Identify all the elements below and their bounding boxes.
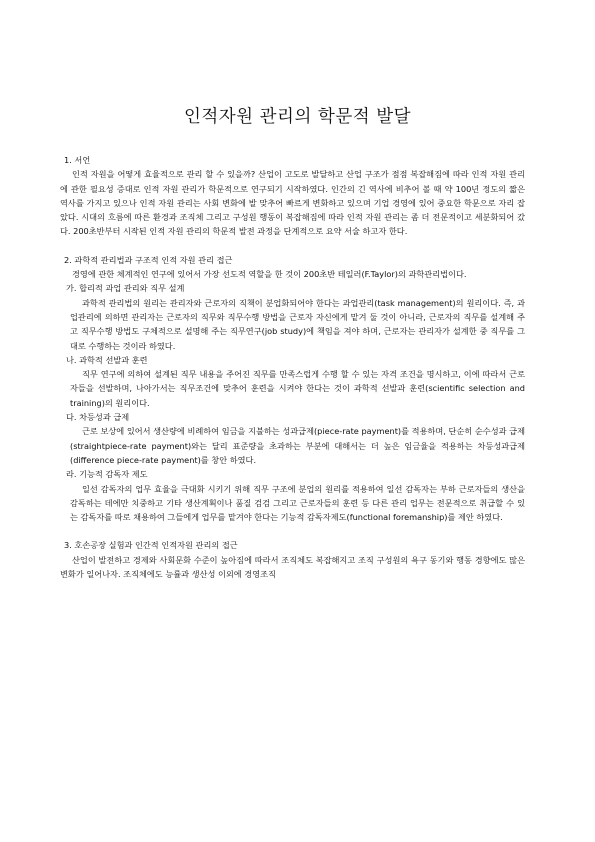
subsection-heading: 다. 차등성과 급제 <box>66 412 130 423</box>
paragraph: 일선 감독자의 업무 효율을 극대화 시키기 위해 직무 구조에 분업의 원리를 적용하여 일선 감독자는 부하 근로자들의 생산을 감독하는 데에만 치중하고 기타 생산계획이나 품질 검검 그리고 근로자들의 훈련 등 다른 관리 업무는 전문적으로 취급할 수 있는 감독자를 따로 채용하여 그들에게 업무를 맡겨야 한다는 기능적 감독자제도(functional foremanship)를 제안 하였다. <box>70 483 525 523</box>
paragraph: 산업이 발전하고 경제와 사회문화 수준이 높아짐에 따라서 조직체도 복잡해지고 조직 구성원의 욕구 동기와 행동 경향에도 많은 변화가 일어나자. 조직체에도 능률과 생산성 이외에 경영조직 <box>60 554 525 580</box>
subsection-heading: 나. 과학적 선발과 훈련 <box>66 354 148 365</box>
paragraph: 과학적 관리법의 원리는 관리자와 근로자의 직책이 분업화되어야 한다는 과업관리(task management)의 원리이다. 즉, 과업관리에 의하면 관리자는 근로자의 직무와 직무수행 방법을 근로자 자신에게 맡겨 둘 것이 아니라, 근로자의 직무를 설계해 주고 직무수행 방법도 구체적으로 설명해 주는 직무연구(job study)에 책임을 져야 하며, 근로자는 관리자가 설계한 중 직무를 그대로 수행하는 것이라 하였다. <box>70 297 525 351</box>
section-heading: 1. 서언 <box>64 155 91 165</box>
paragraph: 경영에 관한 체계적인 연구에 있어서 가장 선도적 역할을 한 것이 200초반 테일러(F.Taylor)의 과학관리법이다. <box>72 269 467 280</box>
paragraph: 직무 연구에 의하여 설계된 직무 내용을 주어진 직무를 만족스럽게 수행 할 수 있는 자격 조건을 명시하고, 이에 따라서 근로자들을 선발하며, 나아가서는 직무조건에 맞추어 훈련을 시켜야 한다는 것이 과학적 선발과 훈련(scientific selection and training)의 원리이다. <box>70 369 525 408</box>
document-body <box>60 153 525 581</box>
paragraph: 인적 자원을 어떻게 효율적으로 관리 할 수 있을까? 산업이 고도로 발달하고 산업 구조가 점점 복잡해짐에 따라 인적 자원 관리에 관한 필요성 증대로 인적 자원 관리가 학문적으로 연구되기 시작하였다. 인간의 긴 역사에 비추어 볼 때 약 100년 정도의 짧은 역사를 가지고 있으나 인적 자원 관리는 사회 변화에 발 맞추어 빠르게 변화하고 있으며 기업 경영에 있어 중요한 학문으로 자리 잡았다. 시대의 흐름에 따른 환경과 조직체 그리고 구성원 행동이 복잡해짐에 따라 인적 자원 관리는 좀 더 전문적이고 세분화되어 갔다. 200초반부터 시작된 인적 자원 관리의 학문적 발전 과정을 단계적으로 요약 서술 하고자 한다. <box>60 169 525 237</box>
page-title: 인적자원 관리의 학문적 발달 <box>183 107 412 127</box>
paragraph: 근로 보상에 있어서 생산량에 비례하여 임금을 지불하는 성과급제(piece-rate payment)를 적용하며, 단순히 순수성과 급제(straightpiece-rate payment)와는 달리 표준량을 초과하는 부분에 대해서는 더 높은 임금율을 적용하는 차등성과급제(difference piece-rate payment)를 창안 하였다. <box>70 426 525 465</box>
subsection-heading: 가. 합리적 과업 관리와 직무 설계 <box>66 283 185 294</box>
subsection-heading: 라. 기능적 감독자 제도 <box>66 469 148 480</box>
section-heading: 2. 과학적 관리법과 구조적 인적 자원 관리 접근 <box>64 254 233 265</box>
section-heading: 3. 호손공장 실험과 인간적 인적자원 관리의 접근 <box>64 540 238 551</box>
